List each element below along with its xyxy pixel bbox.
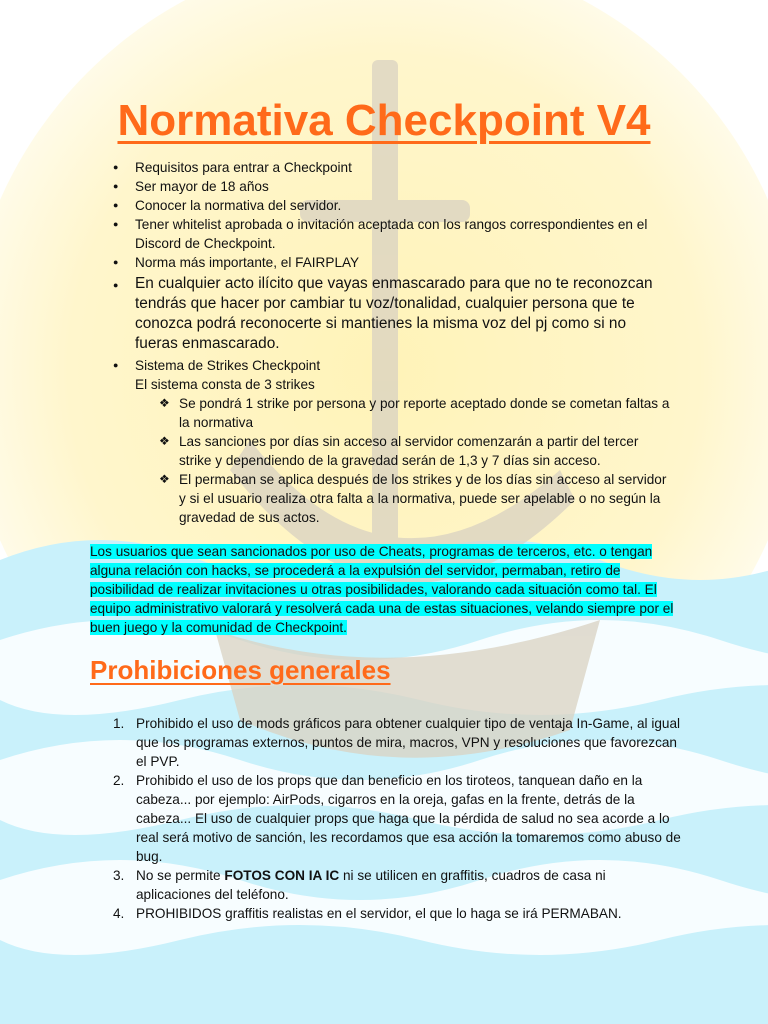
list-item: ● Requisitos para entrar a Checkpoint: [113, 158, 673, 177]
item-number: 2.: [113, 773, 125, 788]
list-item: [113, 866, 683, 904]
list-item: ❖ Se pondrá 1 strike por persona y por reporte aceptado donde se cometan faltas a la normativa: [157, 394, 673, 432]
strikes-list: [135, 394, 673, 527]
list-item: ❖ El permaban se aplica después de los strikes y de los días sin acceso al servidor y si el usuario realiza otra falta a la normativa, puede ser apelable o no según la gravedad de sus actos.: [157, 470, 673, 527]
list-item: ● Tener whitelist aprobada o invitación aceptada con los rangos correspondientes en el Discord de Checkpoint.: [113, 215, 673, 253]
list-item: ❖ Las sanciones por días sin acceso al servidor comenzarán a partir del tercer strike y dependiendo de la gravedad serán de 1,3 y 7 días sin acceso.: [157, 432, 673, 470]
list-item: ● Ser mayor de 18 años: [113, 177, 673, 196]
item-text-pre: No se permite: [136, 868, 225, 883]
list-item: [113, 714, 683, 771]
item-number: 4.: [113, 906, 125, 921]
item-text-bold: FOTOS CON IA IC: [224, 868, 340, 883]
strikes-title: ● Sistema de Strikes Checkpoint: [135, 358, 321, 373]
requirements-list: [113, 158, 673, 527]
list-item: [113, 771, 683, 866]
strikes-subtitle: El sistema consta de 3 strikes: [135, 377, 315, 392]
strikes-section: [113, 356, 673, 527]
list-item: [113, 904, 683, 923]
list-item: ● Conocer la normativa del servidor.: [113, 196, 673, 215]
item-number: 3.: [113, 868, 125, 883]
item-text-post: ni se utilicen en graffitis, cuadros de casa ni aplicaciones del teléfono.: [136, 868, 606, 902]
prohibitions-list: [113, 714, 683, 923]
highlighted-text: Los usuarios que sean sancionados por uso de Cheats, programas de terceros, etc. o tengan alguna relación con hacks, se procederá a la expulsión del servidor, permaban, retiro de posibilidad de realizar invitaciones u otras posibilidades, valorando cada situación como tal. El equipo administrativo valorará y resolverá cada una de estas situaciones, velando siempre por el buen juego y la comunidad de Checkpoint.: [90, 544, 674, 635]
item-text: Prohibido el uso de mods gráficos para obtener cualquier tipo de ventaja In-Game, al igual que los programas externos, puntos de mira, macros, VPN y resoluciones que favorezcan el PVP.: [136, 716, 681, 769]
list-item: ● Norma más importante, el FAIRPLAY: [113, 253, 673, 272]
page-title: Normativa Checkpoint V4: [117, 96, 651, 145]
list-item: ● En cualquier acto ilícito que vayas enmascarado para que no te reconozcan tendrás que hacer por cambiar tu voz/tonalidad, cualquier persona que te conozca podrá reconocerte si mantienes la misma voz del pj como si no fueras enmascarado.: [113, 274, 673, 354]
item-text: Prohibido el uso de los props que dan beneficio en los tiroteos, tanquean daño en la cabeza... por ejemplo: AirPods, cigarros en la oreja, gafas en la frente, detrás de la cabeza... El uso de cualquier props que haga que la pérdida de salud no sea acorde a lo real será motivo de sanción, les recordamos que esa acción la tomaremos como abuso de bug.: [136, 773, 681, 864]
item-text: PROHIBIDOS graffitis realistas en el servidor, el que lo haga se irá PERMABAN.: [136, 906, 622, 921]
item-number: 1.: [113, 716, 125, 731]
section-heading: Prohibiciones generales: [90, 655, 391, 685]
cheats-paragraph: [90, 542, 682, 637]
